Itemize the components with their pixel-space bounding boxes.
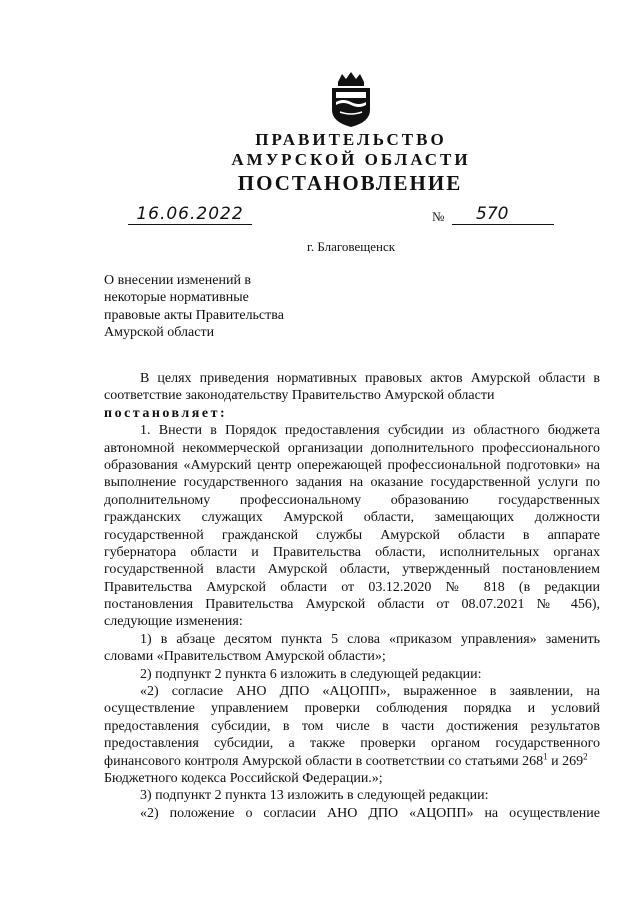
body-line: автономной некоммерческой организации дополнительного профессионального [104,440,600,456]
body-line: губернатора области и Правительства области, исполнительных органах [104,544,600,560]
document-body [104,370,600,822]
body-line: государственной гражданской службы Амурской области в аппарате [104,527,600,543]
subject-line: правовые акты Правительства [104,307,284,323]
superscript: 1 [543,750,548,761]
body-line: образования «Амурский центр опережающей профессиональной подготовки» на [104,457,600,473]
body-line: выполнение государственного задания на оказание государственной услуги по [104,475,600,491]
document-subject [104,272,314,342]
body-text: и 269 [547,753,584,769]
body-line: предоставления субсидии, в том числе в части достижения результатов [104,718,600,734]
document-date: 16.06.2022 [128,204,252,225]
body-line: гражданских служащих Амурской области, замещающих должности [104,510,600,526]
body-line: осуществление управлением проверки соблюдения порядка и условий [104,701,600,717]
number-sign: № [432,209,445,224]
document-number: 570 [452,204,554,225]
body-line: 2) подпункт 2 пункта 6 изложить в следующей редакции: [140,666,482,682]
resolve-word: постановляет: [104,405,228,421]
body-line: соответствие законодательству Правительство Амурской области [104,388,495,404]
body-line: 1. Внести в Порядок предоставления субсидии из областного бюджета [140,423,600,439]
body-line: словами «Правительством Амурской области»; [104,649,386,665]
body-line: «2) согласие АНО ДПО «АЦОПП», выраженное в заявлении, на [140,684,600,700]
superscript: 2 [583,750,588,761]
body-line: 3) подпункт 2 пункта 13 изложить в следующей редакции: [140,788,489,804]
body-line: Бюджетного кодекса Российской Федерации.»; [104,770,383,786]
body-line: 1) в абзаце десятом пункта 5 слова «приказом управления» заменить [140,631,600,647]
body-line: «2) положение о согласии АНО ДПО «АЦОПП» на осуществление [140,805,600,821]
subject-line: О внесении изменений в [104,273,252,288]
subject-line: некоторые нормативные [104,290,249,306]
body-line: предоставления субсидии, а также проверки органом государственного [104,736,600,752]
body-line [104,750,600,770]
body-line: дополнительному профессиональному образованию государственных [104,492,600,508]
coat-of-arms-emblem [328,70,374,128]
subject-line: Амурской области [104,325,215,341]
body-line: Правительства Амурской области от 03.12.2020 № 818 (в редакции [104,579,600,595]
body-line: постановления Правительства Амурской области от 08.07.2021 № 456), [104,597,600,613]
body-text: финансового контроля Амурской области в соответствии со статьями 268 [104,753,544,769]
document-type-title: ПОСТАНОВЛЕНИЕ [237,171,463,195]
body-line: В целях приведения нормативных правовых актов Амурской области в [140,371,600,386]
city-name: г. Благовещенск [306,239,396,254]
body-line: государственной власти Амурской области, утвержденный постановлением [104,562,600,578]
government-name: ПРАВИТЕЛЬСТВО [255,130,447,149]
region-name: АМУРСКОЙ ОБЛАСТИ [231,150,471,169]
body-line: следующие изменения: [104,614,243,630]
